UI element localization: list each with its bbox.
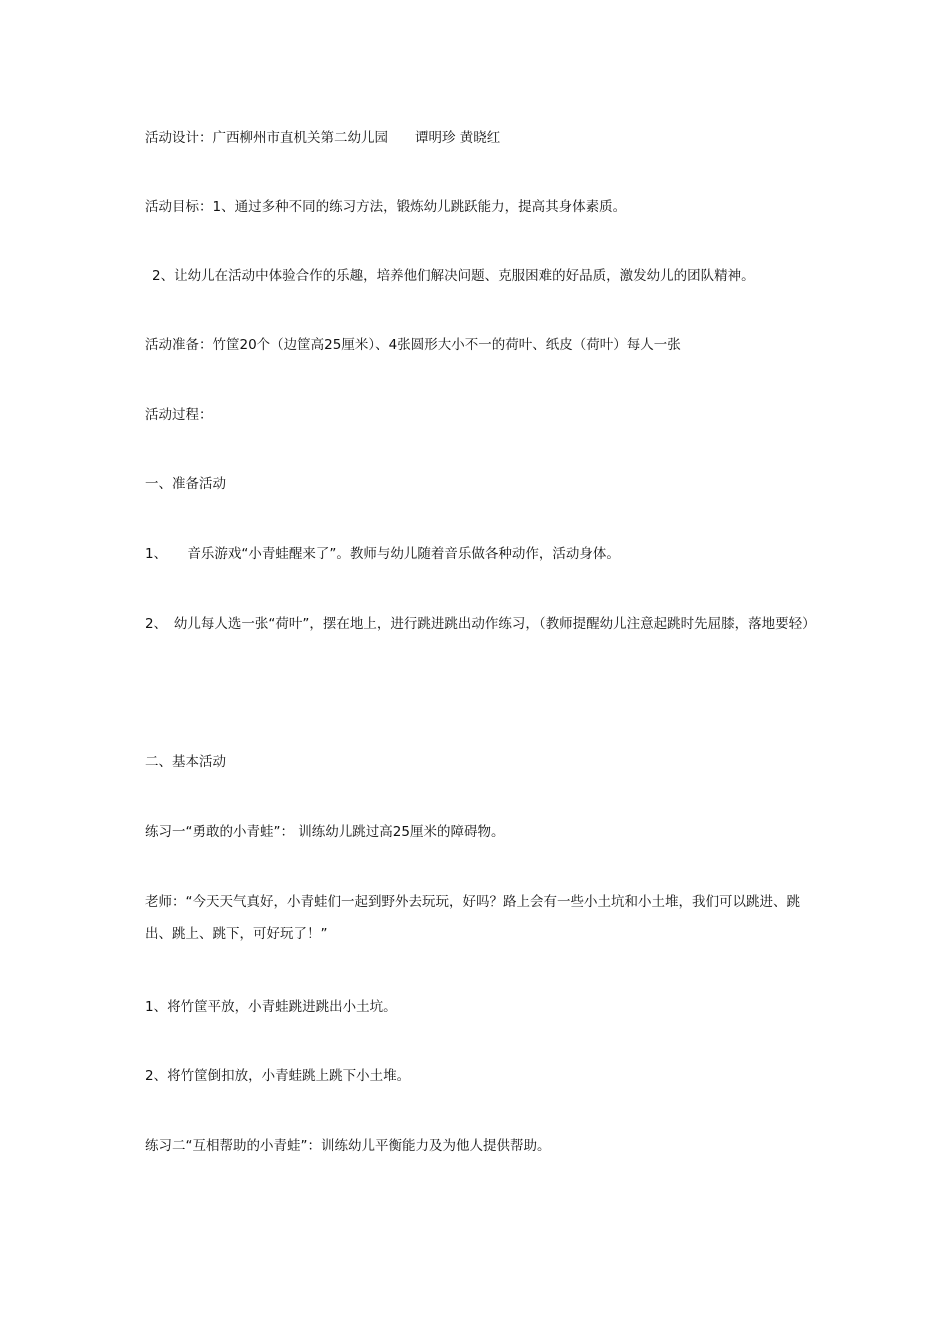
section-1-item-1: 1、 音乐游戏“小青蛙醒来了”。教师与幼儿随着音乐做各种动作，活动身体。 <box>145 546 620 562</box>
teacher-dialogue: 老师：“今天天气真好，小青蛙们一起到野外去玩玩，好吗？路上会有一些小土坑和小土堆，我们可以跳进、跳出、跳上、跳下，可好玩了！” <box>145 894 800 942</box>
section-1-heading: 一、准备活动 <box>145 476 226 492</box>
exercise-1-heading: 练习一“勇敢的小青蛙”： 训练幼儿跳过高25厘米的障碍物。 <box>145 824 505 840</box>
activity-process-heading: 活动过程： <box>145 407 213 423</box>
activity-goal-2: 2、让幼儿在活动中体验合作的乐趣，培养他们解决问题、克服困难的好品质，激发幼儿的团队精神。 <box>152 268 755 284</box>
activity-design-line: 活动设计：广西柳州市直机关第二幼儿园 谭明珍 黄晓红 <box>145 130 501 146</box>
exercise-1-step-2: 2、将竹筐倒扣放，小青蛙跳上跳下小土堆。 <box>145 1068 411 1084</box>
exercise-2-heading: 练习二“互相帮助的小青蛙”：训练幼儿平衡能力及为他人提供帮助。 <box>145 1138 551 1154</box>
activity-preparation: 活动准备：竹筐20个（边筐高25厘米）、4张圆形大小不一的荷叶、纸皮（荷叶）每人一张 <box>145 337 681 353</box>
section-1-item-2: 2、 幼儿每人选一张“荷叶”，摆在地上，进行跳进跳出动作练习，（教师提醒幼儿注意起跳时先屈膝，落地要轻） <box>145 616 816 632</box>
exercise-1-step-1: 1、将竹筐平放，小青蛙跳进跳出小土坑。 <box>145 999 397 1015</box>
activity-goal-1: 活动目标：1、通过多种不同的练习方法，锻炼幼儿跳跃能力，提高其身体素质。 <box>145 199 627 215</box>
section-2-heading: 二、基本活动 <box>145 754 226 770</box>
